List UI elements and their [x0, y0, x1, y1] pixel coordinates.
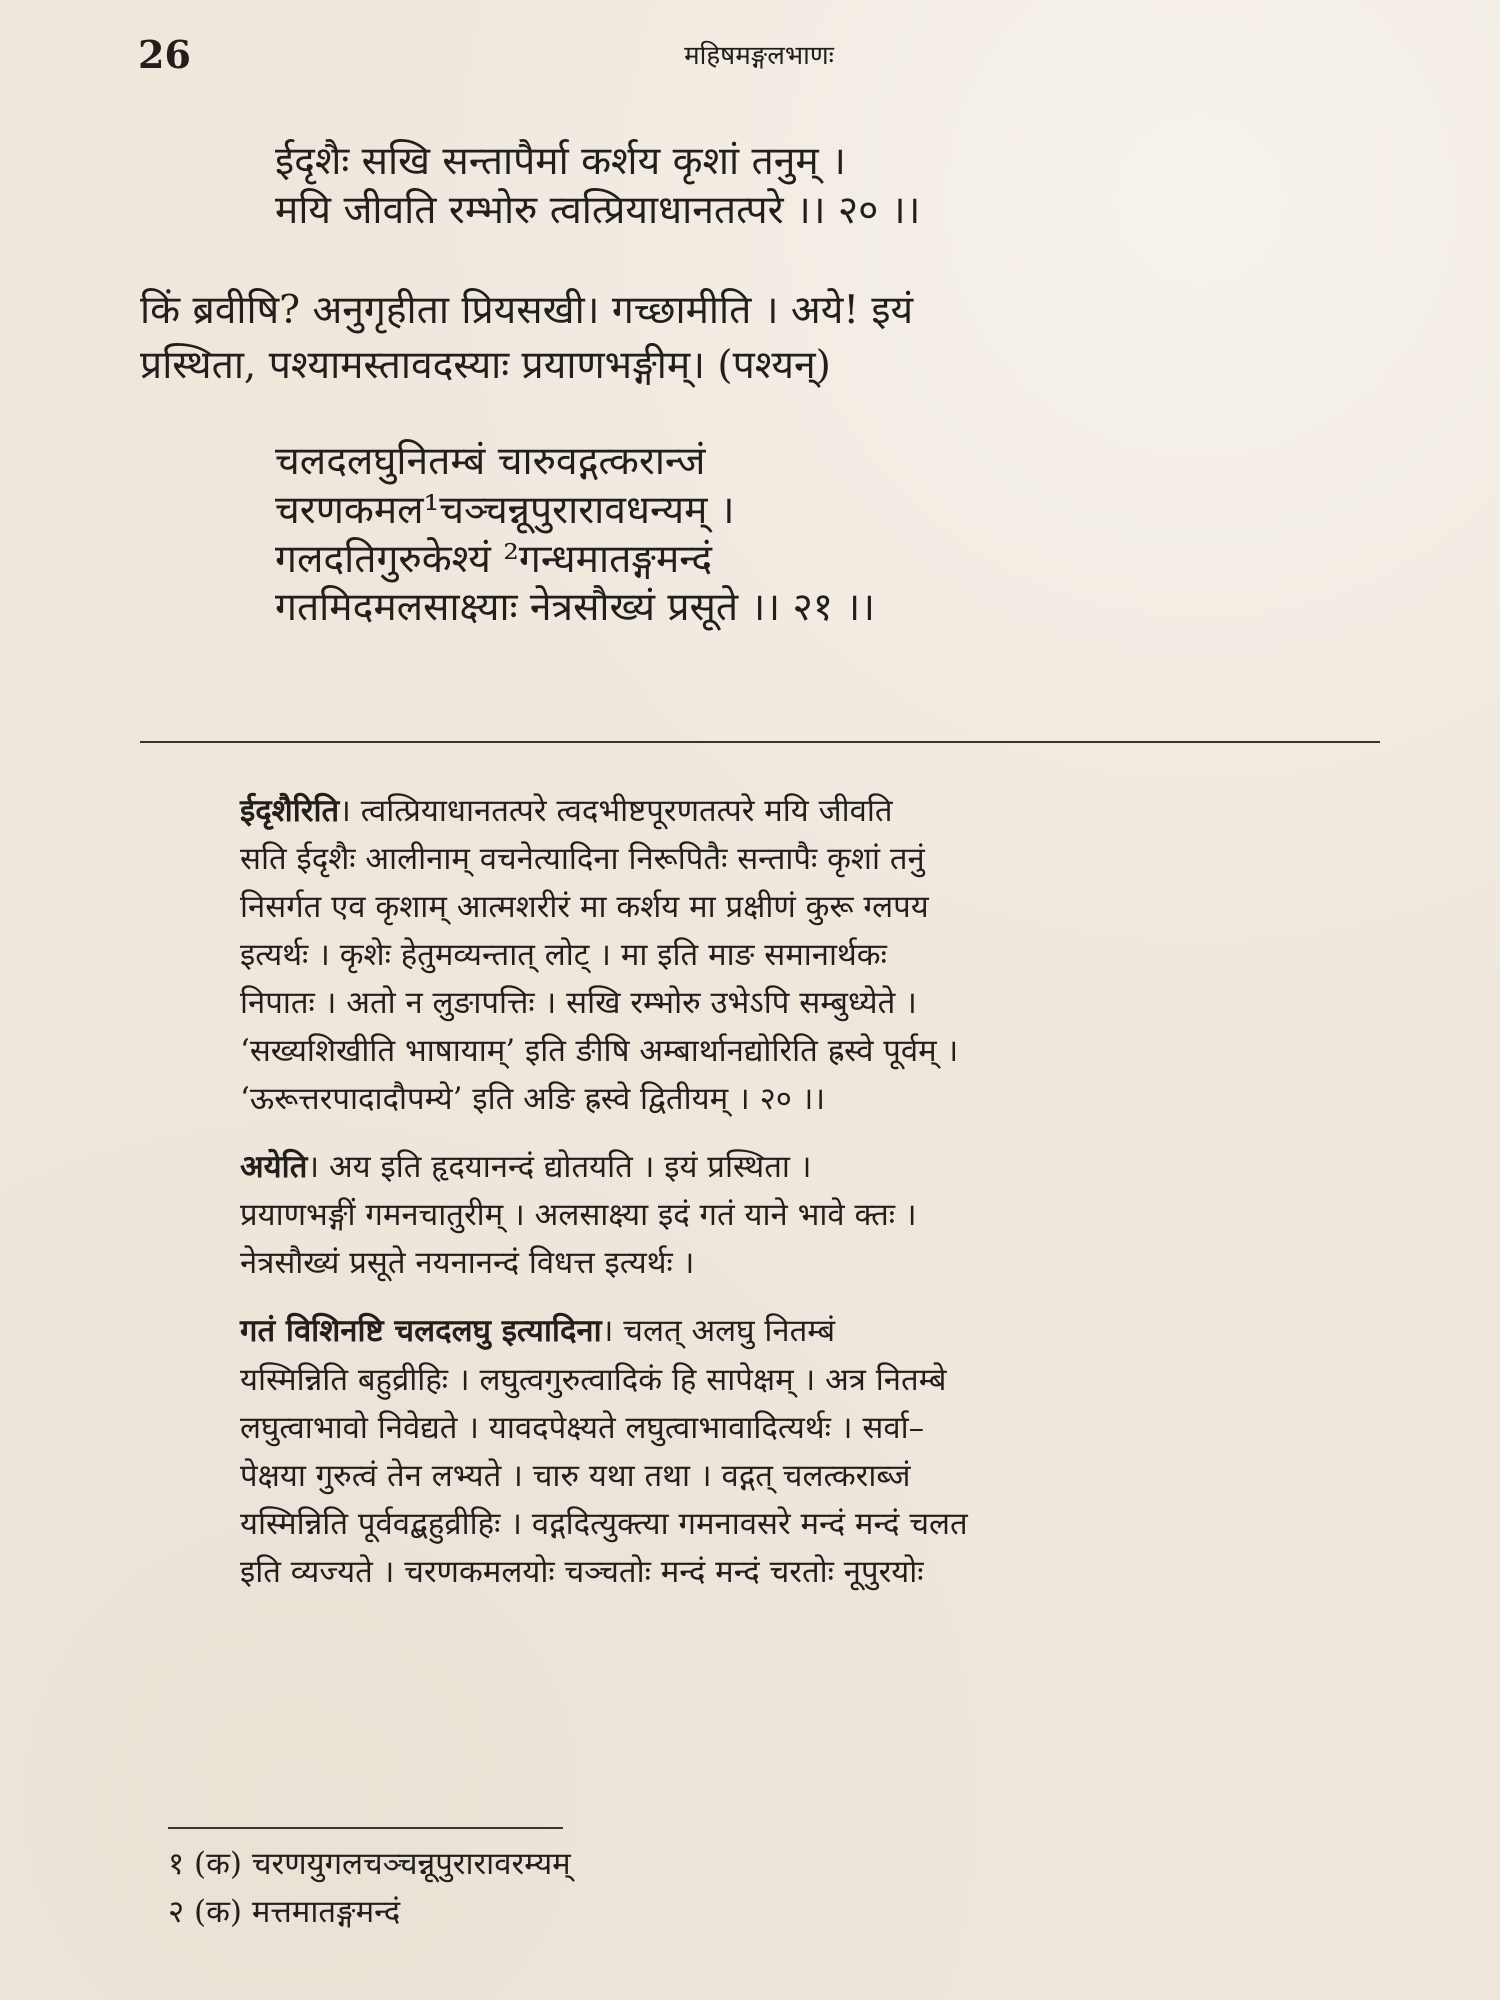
footnotes [168, 1840, 1380, 1936]
commentary-line: नेत्रसौख्यं प्रसूते नयनानन्दं विधत्त इत्यर्थः । [240, 1245, 695, 1282]
commentary-line: निपातः । अतो न लुङापत्तिः । सखि रम्भोरु उभेऽपि सम्बुध्येते । [240, 985, 917, 1022]
footnote-item: २ (क) मत्तमातङ्गमन्दं [168, 1894, 401, 1931]
commentary-line: यस्मिन्निति बहुव्रीहिः । लघुत्वगुरुत्वादिकं हि सापेक्षम् । अत्र नितम्बे [240, 1361, 947, 1398]
commentary-line: इत्यर्थः । कृशेः हेतुमव्यन्तात् लोट् । मा इति माङ समानार्थकः [240, 937, 887, 974]
verse-line: ईदृशैः सखि सन्तापैर्मा कर्शय कृशां तनुम् । [275, 139, 846, 184]
commentary-text: । चलत् अलघु नितम्बं [601, 1313, 836, 1350]
commentary-paragraph [140, 1143, 1380, 1287]
commentary-line [140, 787, 1380, 835]
commentary-line: सति ईदृशैः आलीनाम् वचनेत्यादिना निरूपितैः सन्तापैः कृशां तनुं [240, 841, 925, 878]
footnote-divider [168, 1827, 563, 1829]
commentary-line: निसर्गत एव कृशाम् आत्मशरीरं मा कर्शय मा प्रक्षीणं कुरू ग्लपय [240, 889, 929, 926]
verse-21 [0, 438, 1500, 633]
commentary-lead: ईदृशैरिति [240, 793, 340, 829]
commentary-line: ‘ऊरूत्तरपादादौपम्ये’ इति अङि ह्रस्वे द्वितीयम् । २० ।। [240, 1081, 826, 1118]
prose-passage [140, 283, 1380, 394]
running-title: महिषमङ्गलभाणः [684, 41, 834, 71]
commentary-line: प्रयाणभङ्गीं गमनचातुरीम् । अलसाक्ष्या इदं गतं याने भावे क्तः । [240, 1197, 917, 1234]
footnote-item: १ (क) चरणयुगलचञ्चन्नूपुरारावरम्यम् [168, 1846, 571, 1882]
commentary-line: पेक्षया गुरुत्वं तेन लभ्यते । चारु यथा तथा । वद्गत् चलत्कराब्जं [240, 1457, 911, 1494]
verse-20 [0, 138, 1500, 236]
section-divider [140, 741, 1380, 743]
verse-line: चरणकमल¹चञ्चन्नूपुरारावधन्यम् । [275, 487, 735, 533]
commentary-text: । अय इति हृदयानन्दं द्योतयति । इयं प्रस्थिता । [307, 1149, 812, 1186]
verse-line: गतमिदमलसाक्ष्याः नेत्रसौख्यं प्रसूते ।। २१ ।। [275, 585, 876, 631]
commentary-section [140, 787, 1380, 1616]
commentary-line: इति व्यज्यते । चरणकमलयोः चञ्चतोः मन्दं मन्दं चरतोः नूपुरयोः [240, 1553, 924, 1590]
commentary-line [140, 1143, 1380, 1191]
verse-line: मयि जीवति रम्भोरु त्वत्प्रियाधानतत्परे ।। २० ।। [275, 187, 921, 233]
page-number: 26 [138, 32, 191, 77]
commentary-lead: अयेति [240, 1149, 308, 1186]
commentary-paragraph [140, 1307, 1380, 1595]
commentary-line: ‘सख्यशिखीति भाषायाम्’ इति ङीषि अम्बार्थानद्योरिति ह्रस्वे पूर्वम् । [240, 1033, 959, 1070]
verse-line: चलदलघुनितम्बं चारुवद्गत्करान्जं [275, 439, 706, 484]
commentary-lead: गतं विशिनष्टि चलदलघु इत्यादिना [240, 1313, 602, 1350]
commentary-line: यस्मिन्निति पूर्ववद्बहुव्रीहिः । वद्गदित्युक्त्या गमनावसरे मन्दं मन्दं चलत [240, 1505, 968, 1542]
commentary-text: । त्वत्प्रियाधानतत्परे त्वदभीष्टपूरणतत्परे मयि जीवति [339, 793, 893, 829]
page-header [138, 34, 1380, 94]
commentary-line [140, 1307, 1380, 1355]
commentary-paragraph [140, 787, 1380, 1123]
commentary-line: लघुत्वाभावो निवेद्यते । यावदपेक्ष्यते लघुत्वाभावादित्यर्थः । सर्वा– [240, 1409, 925, 1446]
prose-line: प्रस्थिता, पश्यामस्तावदस्याः प्रयाणभङ्गीम्। (पश्यन्) [140, 343, 831, 389]
verse-line: गलदतिगुरुकेश्यं ²गन्धमातङ्गमन्दं [275, 536, 713, 582]
prose-line: किं ब्रवीषि? अनुगृहीता प्रियसखी। गच्छामीति । अये! इयं [140, 288, 914, 333]
